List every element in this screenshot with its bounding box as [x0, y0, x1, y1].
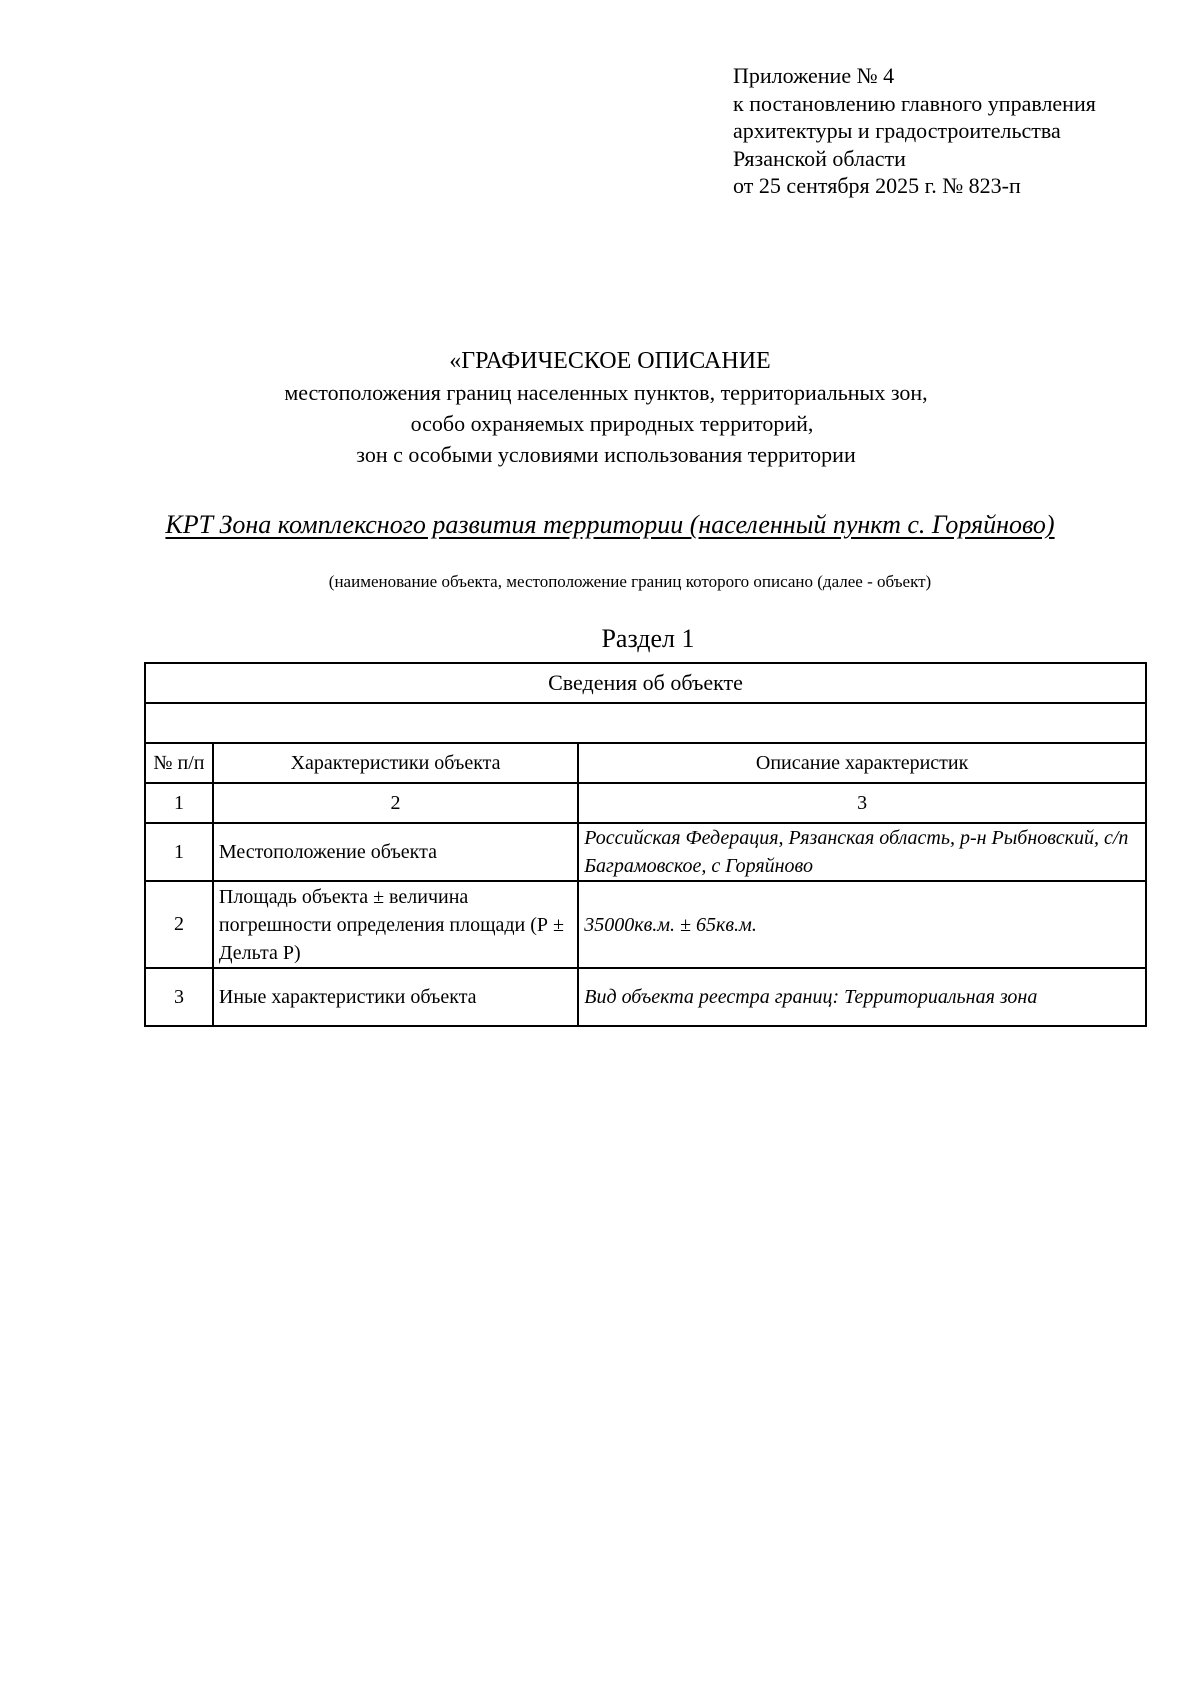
object-name	[0, 510, 1200, 540]
table-header: Сведения об объекте	[145, 663, 1146, 703]
document-subtitle-line: местоположения границ населенных пунктов, территориальных зон,	[284, 380, 928, 405]
document-title: «ГРАФИЧЕСКОЕ ОПИСАНИЕ	[449, 348, 771, 374]
table-empty-cell	[145, 703, 1146, 743]
appendix-line: Приложение № 4	[733, 63, 895, 88]
row-number: 1	[145, 823, 213, 881]
column-number: 1	[145, 783, 213, 823]
object-name-text: КРТ Зона комплексного развития территории (населенный пункт с. Горяйново)	[165, 510, 1055, 539]
table-column-number-row	[145, 783, 1146, 823]
row-number: 3	[145, 968, 213, 1026]
document-title-block	[0, 345, 1200, 470]
table-header-row	[145, 663, 1146, 703]
row-description: Российская Федерация, Рязанская область, р-н Рыбновский, с/п Баграмовское, с Горяйново	[578, 823, 1146, 881]
object-info-table	[144, 662, 1147, 1027]
row-characteristic: Иные характеристики объекта	[213, 968, 578, 1026]
appendix-line: Рязанской области	[733, 145, 906, 171]
table-column-header-row	[145, 743, 1146, 783]
table-empty-row	[145, 703, 1146, 743]
table-row	[145, 968, 1146, 1026]
object-caption-text: (наименование объекта, местоположение границ которого описано (далее - объект)	[328, 572, 932, 591]
table-row	[145, 881, 1146, 968]
object-caption	[0, 572, 1200, 592]
row-characteristic: Площадь объекта ± величина погрешности определения площади (Р ± Дельта Р)	[213, 881, 578, 968]
section-title	[0, 624, 1200, 654]
row-description: 35000кв.м. ± 65кв.м.	[578, 881, 1146, 968]
column-header-num: № п/п	[145, 743, 213, 783]
row-description: Вид объекта реестра границ: Территориальная зона	[578, 968, 1146, 1026]
column-header-description: Описание характеристик	[578, 743, 1146, 783]
section-title-text: Раздел 1	[601, 624, 695, 653]
row-number: 2	[145, 881, 213, 968]
appendix-block	[733, 62, 1096, 200]
column-number: 3	[578, 783, 1146, 823]
document-subtitle-line: зон с особыми условиями использования территории	[356, 442, 856, 467]
appendix-line: архитектуры и градостроительства	[733, 118, 1061, 143]
appendix-line: от 25 сентября 2025 г. № 823-п	[733, 173, 1021, 198]
appendix-line: к постановлению главного управления	[733, 90, 1096, 116]
column-number: 2	[213, 783, 578, 823]
document-subtitle-line: особо охраняемых природных территорий,	[410, 411, 814, 436]
row-characteristic: Местоположение объекта	[213, 823, 578, 881]
column-header-characteristic: Характеристики объекта	[213, 743, 578, 783]
table-row	[145, 823, 1146, 881]
